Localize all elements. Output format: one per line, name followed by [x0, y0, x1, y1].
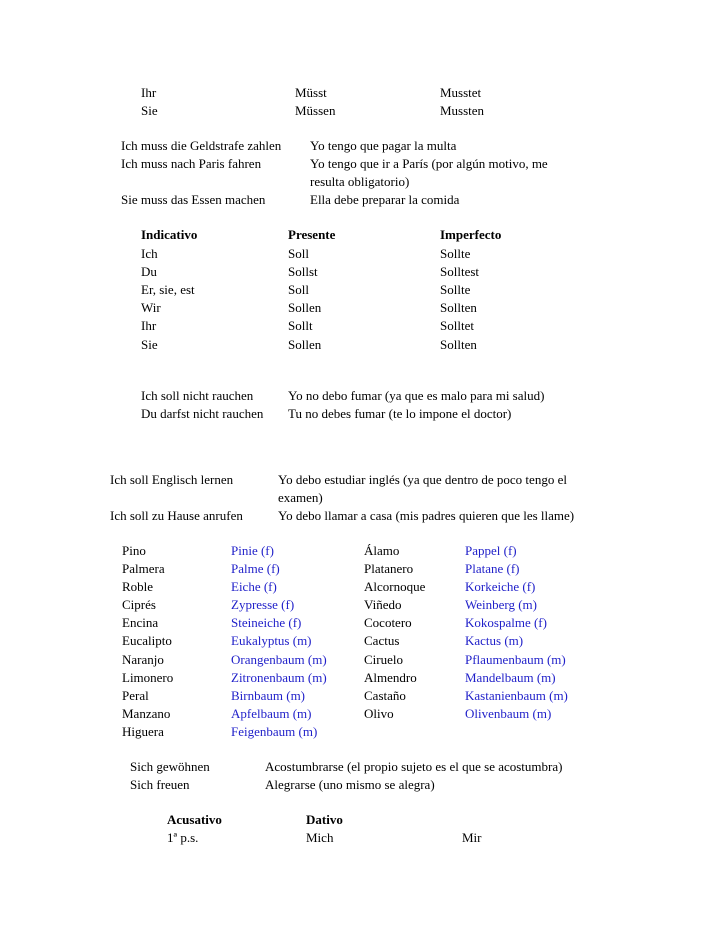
header-imperfecto: Imperfecto [440, 227, 502, 242]
german-word: Birnbaum (m) [231, 688, 306, 703]
spanish-translation: Yo debo estudiar inglés (ya que dentro de poco tengo el [278, 472, 567, 487]
german-word: Feigenbaum (m) [231, 724, 318, 739]
spanish-word: Almendro [364, 670, 417, 685]
spanish-word: Eucalipto [122, 633, 172, 648]
spanish-word: Alcornoque [364, 579, 426, 594]
spanish-word: Naranjo [122, 652, 164, 667]
german-sentence: Sie muss das Essen machen [121, 192, 266, 207]
spanish-word: Platanero [364, 561, 414, 576]
german-verb: Sich freuen [130, 777, 190, 792]
header-dativo: Dativo [306, 812, 343, 827]
past-form: Mussten [440, 103, 485, 118]
present-form: Soll [288, 282, 309, 297]
spanish-word: Peral [122, 688, 149, 703]
pronoun: Er, sie, est [141, 282, 195, 297]
present-form: Sollst [288, 264, 318, 279]
german-word: Kactus (m) [465, 633, 524, 648]
spanish-translation: Ella debe preparar la comida [310, 192, 460, 207]
german-word: Mandelbaum (m) [465, 670, 556, 685]
german-word: Olivenbaum (m) [465, 706, 552, 721]
spanish-word: Higuera [122, 724, 164, 739]
spanish-word: Castaño [364, 688, 406, 703]
german-word: Kastanienbaum (m) [465, 688, 568, 703]
past-form: Sollten [440, 337, 477, 352]
spanish-word: Manzano [122, 706, 171, 721]
german-word: Kokospalme (f) [465, 615, 547, 630]
german-word: Korkeiche (f) [465, 579, 536, 594]
spanish-word: Roble [122, 579, 154, 594]
spanish-translation: Yo debo llamar a casa (mis padres quieren que les llame) [278, 508, 575, 523]
pronoun: Wir [141, 300, 161, 315]
german-word: Pinie (f) [231, 543, 274, 558]
header-presente: Presente [288, 227, 336, 242]
spanish-translation: Yo tengo que ir a París (por algún motivo, me [310, 156, 548, 171]
dative-pronoun: Mir [462, 830, 482, 845]
present-form: Sollen [288, 300, 322, 315]
person-label: 1ª p.s. [167, 830, 199, 845]
spanish-word: Pino [122, 543, 146, 558]
spanish-translation-continued: resulta obligatorio) [310, 174, 410, 189]
pronoun: Ihr [141, 85, 157, 100]
past-form: Musstet [440, 85, 482, 100]
pronoun: Sie [141, 103, 158, 118]
spanish-word: Encina [122, 615, 159, 630]
past-form: Solltest [440, 264, 480, 279]
pronoun: Sie [141, 337, 158, 352]
spanish-meaning: Acostumbrarse (el propio sujeto es el que se acostumbra) [265, 759, 563, 774]
spanish-translation: Tu no debes fumar (te lo impone el doctor) [288, 406, 512, 421]
german-word: Pappel (f) [465, 543, 517, 558]
spanish-word: Cocotero [364, 615, 412, 630]
german-sentence: Du darfst nicht rauchen [141, 406, 264, 421]
spanish-translation: Yo no debo fumar (ya que es malo para mi salud) [288, 388, 545, 403]
german-word: Zypresse (f) [231, 597, 295, 612]
german-word: Zitronenbaum (m) [231, 670, 327, 685]
present-form: Müsst [295, 85, 327, 100]
present-form: Sollt [288, 318, 313, 333]
spanish-word: Palmera [122, 561, 165, 576]
spanish-word: Limonero [122, 670, 174, 685]
german-word: Eiche (f) [231, 579, 277, 594]
spanish-translation: Yo tengo que pagar la multa [310, 138, 457, 153]
german-sentence: Ich soll zu Hause anrufen [110, 508, 243, 523]
german-sentence: Ich soll nicht rauchen [141, 388, 254, 403]
spanish-word: Ciruelo [364, 652, 403, 667]
header-indicativo: Indicativo [141, 227, 198, 242]
german-word: Steineiche (f) [231, 615, 302, 630]
spanish-word: Olivo [364, 706, 394, 721]
pronoun: Ihr [141, 318, 157, 333]
spanish-word: Ciprés [122, 597, 156, 612]
past-form: Sollten [440, 300, 477, 315]
present-form: Soll [288, 246, 309, 261]
present-form: Sollen [288, 337, 322, 352]
german-word: Platane (f) [465, 561, 520, 576]
german-sentence: Ich muss die Geldstrafe zahlen [121, 138, 282, 153]
spanish-word: Viñedo [364, 597, 402, 612]
past-form: Sollte [440, 246, 471, 261]
spanish-word: Álamo [364, 543, 400, 558]
german-sentence: Ich soll Englisch lernen [110, 472, 234, 487]
german-verb: Sich gewöhnen [130, 759, 210, 774]
german-word: Orangenbaum (m) [231, 652, 327, 667]
past-form: Solltet [440, 318, 474, 333]
pronoun: Ich [141, 246, 158, 261]
german-word: Apfelbaum (m) [231, 706, 312, 721]
spanish-translation-continued: examen) [278, 490, 323, 505]
german-sentence: Ich muss nach Paris fahren [121, 156, 262, 171]
german-word: Palme (f) [231, 561, 280, 576]
past-form: Sollte [440, 282, 471, 297]
accusative-pronoun: Mich [306, 830, 334, 845]
pronoun: Du [141, 264, 157, 279]
german-word: Eukalyptus (m) [231, 633, 312, 648]
header-acusativo: Acusativo [167, 812, 222, 827]
german-word: Weinberg (m) [465, 597, 537, 612]
german-word: Pflaumenbaum (m) [465, 652, 566, 667]
present-form: Müssen [295, 103, 336, 118]
spanish-word: Cactus [364, 633, 400, 648]
spanish-meaning: Alegrarse (uno mismo se alegra) [265, 777, 435, 792]
